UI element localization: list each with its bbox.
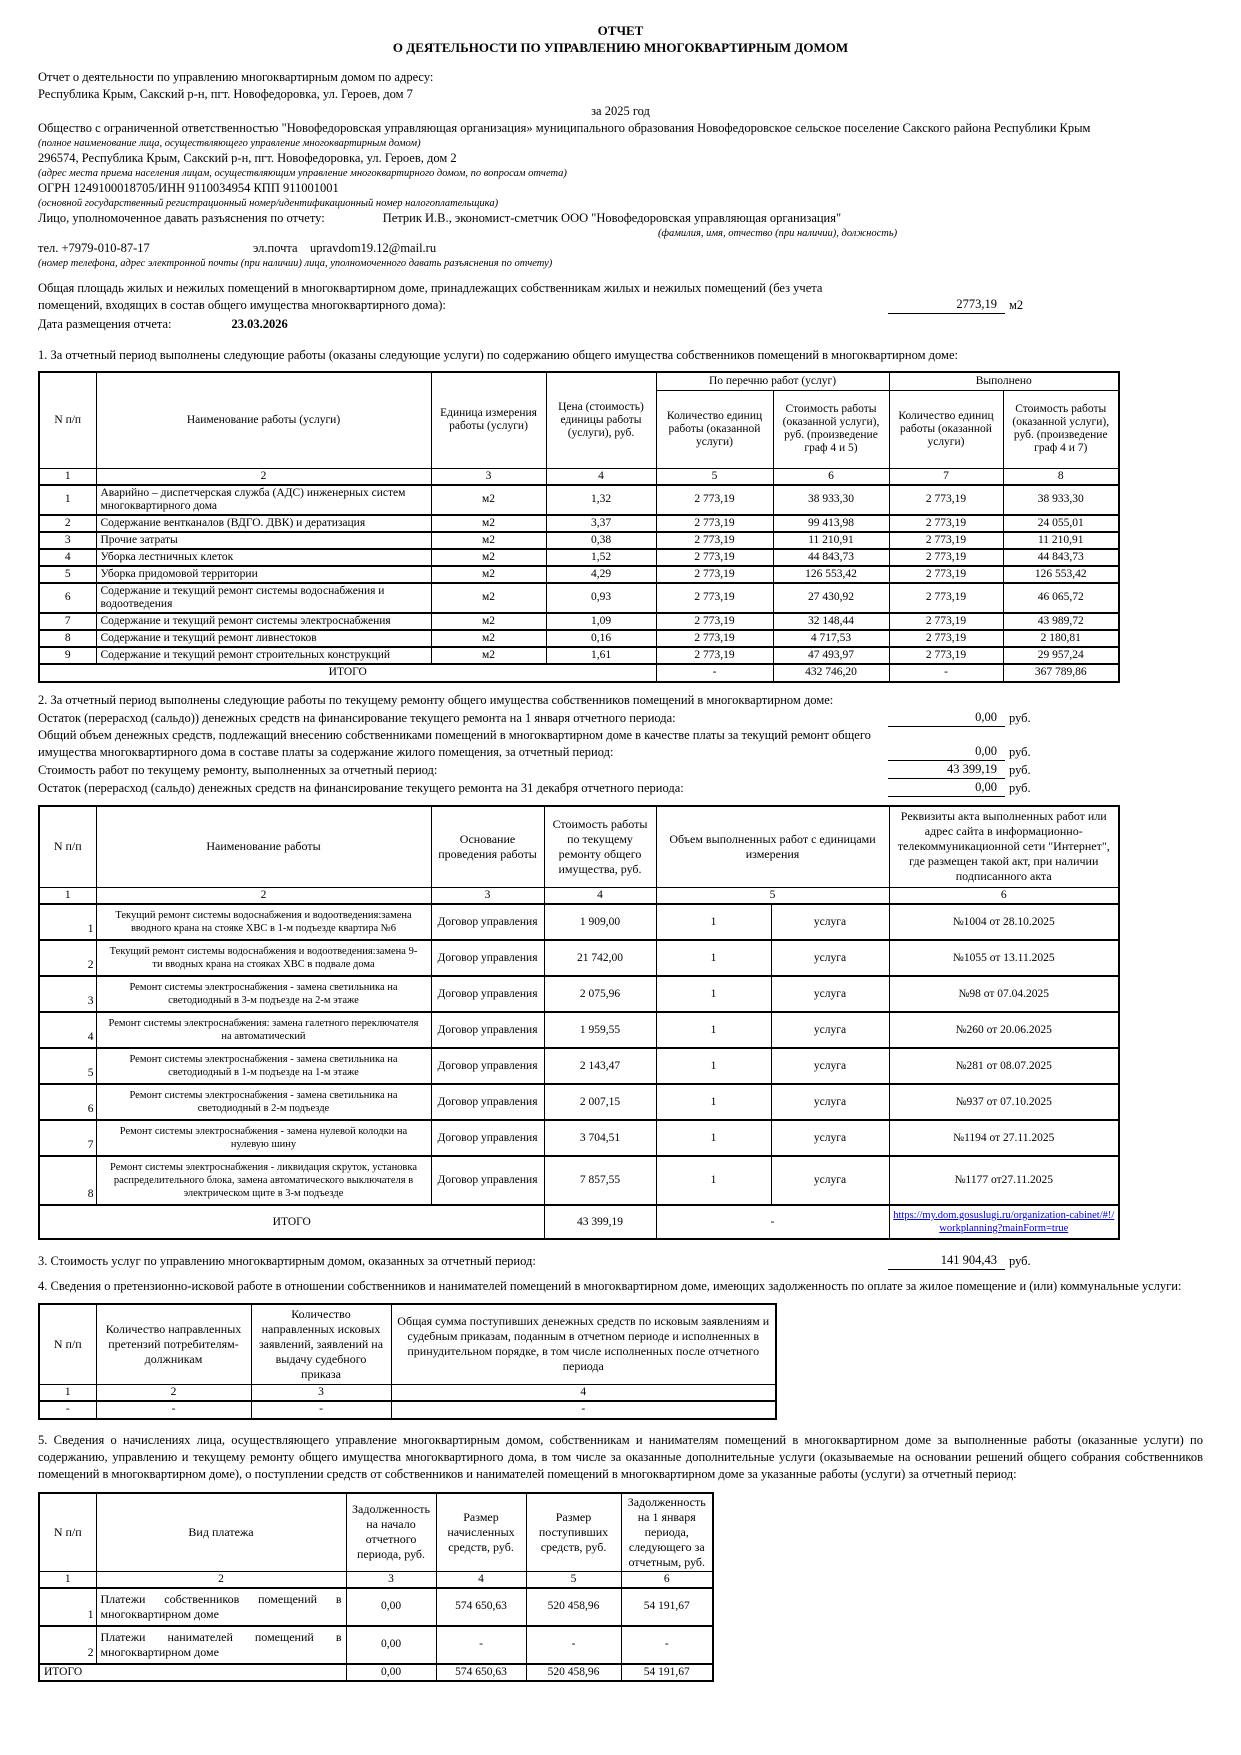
table-cell: 1 [39, 485, 96, 515]
total-area-label: Общая площадь жилых и нежилых помещений в многоквартирном доме, принадлежащих собственникам жилых и нежилых помещений (без учета помещений, входящих в состав общего имущества многоквартирного дома): [38, 281, 823, 312]
table-cell: Прочие затраты [96, 532, 431, 549]
col-header-npp: N п/п [39, 1304, 96, 1384]
table-cell: услуга [771, 1084, 889, 1120]
report-title-line1: ОТЧЕТ [597, 23, 644, 38]
col-number: 6 [889, 888, 1119, 905]
report-date-line [38, 316, 1203, 333]
table-cell: 8 [39, 1156, 96, 1205]
line-label: Остаток (перерасход (сальдо)) денежных средств на финансирование текущего ремонта на 1 января отчетного периода: [38, 710, 676, 725]
group-header-listed: По перечню работ (услуг) [656, 372, 889, 390]
table-row [39, 515, 1119, 532]
table-cell: 1 [656, 940, 771, 976]
col-number: 2 [96, 888, 431, 905]
section2-line-balance-start [38, 709, 1203, 727]
table-cell: Договор управления [431, 1156, 544, 1205]
table-cell: 2 773,19 [656, 549, 773, 566]
table-cell: 11 210,91 [1003, 532, 1119, 549]
col-header-lawsuits: Количество направленных исковых заявлений, заявлений на выдачу судебного приказа [251, 1304, 391, 1384]
table-cell: м2 [431, 485, 546, 515]
works-table [38, 371, 1120, 683]
total-cell: - [656, 664, 773, 682]
table-cell: Договор управления [431, 1120, 544, 1156]
repairs-table [38, 805, 1120, 1241]
col-number: 3 [431, 888, 544, 905]
table-cell: 32 148,44 [773, 613, 889, 630]
table-row [39, 1012, 1119, 1048]
col-number: 7 [889, 468, 1003, 485]
table-cell: 54 191,67 [621, 1588, 713, 1626]
table-cell: услуга [771, 1120, 889, 1156]
total-cell: - [889, 664, 1003, 682]
table-cell: - [96, 1401, 251, 1419]
section2-line-total-due [38, 727, 1203, 761]
total-debt-start: 0,00 [346, 1664, 436, 1681]
table-cell: Ремонт системы электроснабжения: замена галетного переключателя на автоматический [96, 1012, 431, 1048]
col-header-debt-end: Задолженность на 1 января периода, следующего за отчетным, руб. [621, 1493, 713, 1572]
table-cell: 1,32 [546, 485, 656, 515]
table-cell: Договор управления [431, 976, 544, 1012]
line-label: Стоимость работ по текущему ремонту, выполненных за отчетный период: [38, 762, 438, 777]
line-label: Остаток (перерасход (сальдо) денежных средств на финансирование текущего ремонта на 31 декабря отчетного периода: [38, 780, 684, 795]
col-header-qty-plan: Количество единиц работы (оказанной услуги) [656, 390, 773, 468]
table-cell: Содержание и текущий ремонт строительных конструкций [96, 647, 431, 664]
table-cell: 47 493,97 [773, 647, 889, 664]
table-cell: 4,29 [546, 566, 656, 583]
table-cell: 8 [39, 630, 96, 647]
col-number: 2 [96, 1384, 251, 1401]
table-row [39, 1588, 713, 1626]
table-cell: 44 843,73 [1003, 549, 1119, 566]
table-cell: 38 933,30 [773, 485, 889, 515]
table-cell: 2 075,96 [544, 976, 656, 1012]
section4-text: 4. Сведения о претензионно-исковой работе в отношении собственников и нанимателей помещений в многоквартирном доме, имеющих задолженность по оплате за жилое помещение и (или) коммунальные услуги: [38, 1279, 1182, 1293]
total-label: ИТОГО [39, 664, 656, 682]
table-cell: м2 [431, 532, 546, 549]
table-cell: м2 [431, 647, 546, 664]
act-link-cell [889, 1205, 1119, 1239]
table-cell: 4 [39, 1012, 96, 1048]
col-header-npp: N п/п [39, 1493, 96, 1572]
col-number: 1 [39, 888, 96, 905]
table-cell: 24 055,01 [1003, 515, 1119, 532]
table-cell: Договор управления [431, 940, 544, 976]
table-cell: м2 [431, 613, 546, 630]
table-cell: 1 [39, 1588, 96, 1626]
table-cell: Платежи собственников помещений в многоквартирном доме [96, 1588, 346, 1626]
table-cell: 0,00 [346, 1626, 436, 1664]
table-row [39, 1084, 1119, 1120]
col-number: 4 [391, 1384, 776, 1401]
line-value: 43 399,19 [888, 761, 1005, 779]
table-cell: - [526, 1626, 621, 1664]
table-cell: 2 773,19 [656, 630, 773, 647]
table-cell: 1,52 [546, 549, 656, 566]
col-number: 4 [436, 1571, 526, 1588]
table-cell: 6 [39, 583, 96, 613]
table-cell: 29 957,24 [1003, 647, 1119, 664]
table-cell: 574 650,63 [436, 1588, 526, 1626]
col-header-accrued: Размер начисленных средств, руб. [436, 1493, 526, 1572]
table-cell: услуга [771, 940, 889, 976]
table-row [39, 532, 1119, 549]
col-header-claims: Количество направленных претензий потребителям-должникам [96, 1304, 251, 1384]
table-cell: 7 [39, 613, 96, 630]
total-volume: - [656, 1205, 889, 1239]
email-address: upravdom19.12@mail.ru [310, 241, 437, 255]
table-row [39, 1156, 1119, 1205]
table-cell: 2 773,19 [889, 613, 1003, 630]
section3-unit: руб. [1009, 1254, 1031, 1268]
reception-address: 296574, Республика Крым, Сакский р-н, пгт. Новофедоровка, ул. Героев, дом 2 [38, 151, 457, 165]
table-cell: 5 [39, 1048, 96, 1084]
col-header-name: Наименование работы [96, 806, 431, 888]
total-debt-end: 54 191,67 [621, 1664, 713, 1681]
section2-line-works-cost [38, 761, 1203, 779]
table-cell: 7 [39, 1120, 96, 1156]
table-cell: 99 413,98 [773, 515, 889, 532]
col-header-name: Наименование работы (услуги) [96, 372, 431, 468]
table-cell: 21 742,00 [544, 940, 656, 976]
table-cell: №1194 от 27.11.2025 [889, 1120, 1119, 1156]
col-number: 4 [546, 468, 656, 485]
col-header-basis: Основание проведения работы [431, 806, 544, 888]
org-name-note: (полное наименование лица, осуществляющего управление многоквартирным домом) [38, 138, 421, 149]
line-value: 0,00 [888, 743, 1005, 761]
ogrn-line: ОГРН 1249100018705/ИНН 9110034954 КПП 911001001 [38, 181, 339, 195]
line-label: Общий объем денежных средств, подлежащий внесению собственниками помещений в многоквартирном доме в качестве платы за текущий ремонт общего имущества многоквартирного дома в составе платы за содержание жилого помещения, за отчетный период: [38, 727, 871, 759]
col-header-volume: Объем выполненных работ с единицами измерения [656, 806, 889, 888]
table-cell: Платежи нанимателей помещений в многоквартирном доме [96, 1626, 346, 1664]
line-value: 0,00 [888, 779, 1005, 797]
table-cell: 1,09 [546, 613, 656, 630]
table-cell: 1 [656, 1084, 771, 1120]
reception-address-note: (адрес места приема населения лицам, осуществляющим управление многоквартирного домом, по вопросам отчета) [38, 168, 567, 179]
table-row [39, 1048, 1119, 1084]
table-cell: - [436, 1626, 526, 1664]
table-cell: 2 180,81 [1003, 630, 1119, 647]
total-cell: 432 746,20 [773, 664, 889, 682]
table-cell: №1055 от 13.11.2025 [889, 940, 1119, 976]
table-row [39, 1401, 776, 1419]
table-cell: 1 [656, 1120, 771, 1156]
ogrn-note: (основной государственный регистрационный номер/идентификационный номер налогоплательщика) [38, 198, 499, 209]
table-cell: 520 458,96 [526, 1588, 621, 1626]
table-cell: 9 [39, 647, 96, 664]
table-cell: 0,38 [546, 532, 656, 549]
table-cell: 38 933,30 [1003, 485, 1119, 515]
table-cell: 4 717,53 [773, 630, 889, 647]
section2-title: 2. За отчетный период выполнены следующие работы по текущему ремонту общего имущества собственников помещений в многоквартирном доме: [38, 692, 834, 707]
col-header-unit: Единица измерения работы (услуги) [431, 372, 546, 468]
table-cell: услуга [771, 1156, 889, 1205]
col-number: 8 [1003, 468, 1119, 485]
totals-row [39, 664, 1119, 682]
table-cell: Текущий ремонт системы водоснабжения и водоотведения:замена вводного крана на стояке ХВС в 1-м подъезде квартира №6 [96, 904, 431, 940]
table-cell: №937 от 07.10.2025 [889, 1084, 1119, 1120]
table-cell: 3 704,51 [544, 1120, 656, 1156]
column-numbers-row [39, 1384, 776, 1401]
table-cell: 1 [39, 904, 96, 940]
totals-row [39, 1205, 1119, 1239]
table-cell: 1,61 [546, 647, 656, 664]
col-number: 3 [346, 1571, 436, 1588]
table-cell: 7 857,55 [544, 1156, 656, 1205]
table-cell: Уборка придомовой территории [96, 566, 431, 583]
section3-line [38, 1252, 1203, 1270]
col-header-debt-start: Задолженность на начало отчетного периода, руб. [346, 1493, 436, 1572]
phone-label: тел. [38, 241, 59, 255]
col-number: 5 [656, 888, 889, 905]
table-cell: 0,93 [546, 583, 656, 613]
report-title [38, 22, 1203, 56]
table-cell: Уборка лестничных клеток [96, 549, 431, 566]
col-header-cost-plan: Стоимость работы (оказанной услуги), руб. (произведение граф 4 и 5) [773, 390, 889, 468]
col-header-cost: Стоимость работы по текущему ремонту общего имущества, руб. [544, 806, 656, 888]
payments-table [38, 1492, 714, 1682]
table-row [39, 485, 1119, 515]
table-cell: Договор управления [431, 1084, 544, 1120]
col-number: 1 [39, 1384, 96, 1401]
table-cell: - [621, 1626, 713, 1664]
col-header-npp: N п/п [39, 806, 96, 888]
col-number: 3 [251, 1384, 391, 1401]
authorized-note: (фамилия, имя, отчество (при наличии), должность) [658, 228, 898, 239]
table-cell: Содержание и текущий ремонт системы водоснабжения и водоотведения [96, 583, 431, 613]
total-area-line [38, 280, 1203, 314]
table-row [39, 613, 1119, 630]
table-cell: Ремонт системы электроснабжения - замена нулевой колодки на нулевую шину [96, 1120, 431, 1156]
section3-label: 3. Стоимость услуг по управлению многоквартирным домом, оказанных за отчетный период: [38, 1254, 536, 1268]
total-cell: 367 789,86 [1003, 664, 1119, 682]
table-cell: - [251, 1401, 391, 1419]
section2 [38, 692, 1203, 797]
col-header-price: Цена (стоимость) единицы работы (услуги), руб. [546, 372, 656, 468]
table-cell: 2 773,19 [889, 485, 1003, 515]
table-cell: 27 430,92 [773, 583, 889, 613]
total-label: ИТОГО [39, 1205, 544, 1239]
col-number: 3 [431, 468, 546, 485]
table-row [39, 647, 1119, 664]
table-cell: 11 210,91 [773, 532, 889, 549]
table-cell: услуга [771, 1048, 889, 1084]
column-numbers-row [39, 888, 1119, 905]
table-row [39, 976, 1119, 1012]
total-accrued: 574 650,63 [436, 1664, 526, 1681]
col-header-received: Размер поступивших средств, руб. [526, 1493, 621, 1572]
table-row [39, 566, 1119, 583]
table-cell: Ремонт системы электроснабжения - замена светильника на светодиодный в 1-м подъезде на 1-м этаже [96, 1048, 431, 1084]
table-cell: 1 [656, 1012, 771, 1048]
col-number: 5 [656, 468, 773, 485]
table-cell: 5 [39, 566, 96, 583]
table-cell: 2 773,19 [889, 532, 1003, 549]
table-row [39, 549, 1119, 566]
col-number: 2 [96, 1571, 346, 1588]
table-cell: 2 007,15 [544, 1084, 656, 1120]
table-cell: 126 553,42 [1003, 566, 1119, 583]
table-cell: 126 553,42 [773, 566, 889, 583]
section1-title: 1. За отчетный период выполнены следующие работы (оказаны следующие услуги) по содержанию общего имущества собственников помещений в многоквартирном доме: [38, 348, 958, 362]
table-row [39, 1626, 713, 1664]
table-cell: 46 065,72 [1003, 583, 1119, 613]
claims-table [38, 1303, 777, 1420]
table-cell: 6 [39, 1084, 96, 1120]
table-cell: услуга [771, 976, 889, 1012]
section2-line-balance-end [38, 779, 1203, 797]
col-header-type: Вид платежа [96, 1493, 346, 1572]
table-cell: 2 773,19 [656, 583, 773, 613]
table-cell: Аварийно – диспетчерская служба (АДС) инженерных систем многоквартирного дома [96, 485, 431, 515]
col-header-qty-done: Количество единиц работы (оказанной услуги) [889, 390, 1003, 468]
table-cell: №260 от 20.06.2025 [889, 1012, 1119, 1048]
col-header-act: Реквизиты акта выполненных работ или адрес сайта в информационно-телекоммуникационной сети "Интернет", где размещен такой акт, при наличии подписанного акта [889, 806, 1119, 888]
column-numbers-row [39, 1571, 713, 1588]
group-header-done: Выполнено [889, 372, 1119, 390]
total-area-unit: м2 [1009, 298, 1024, 312]
total-label: ИТОГО [39, 1664, 346, 1681]
table-cell: 2 773,19 [889, 549, 1003, 566]
report-date-value: 23.03.2026 [231, 317, 288, 331]
table-cell: Договор управления [431, 1012, 544, 1048]
table-cell: 2 773,19 [656, 515, 773, 532]
org-name: Общество с ограниченной ответственностью "Новофедоровская управляющая организация» муниципального образования Новофедоровское сельское поселение Сакского района Республики Крым [38, 121, 1091, 135]
report-title-line2: О ДЕЯТЕЛЬНОСТИ ПО УПРАВЛЕНИЮ МНОГОКВАРТИРНЫМ ДОМОМ [392, 40, 849, 55]
total-received: 520 458,96 [526, 1664, 621, 1681]
table-cell: №98 от 07.04.2025 [889, 976, 1119, 1012]
table-cell: 1 [656, 1156, 771, 1205]
table-row [39, 940, 1119, 976]
act-site-link[interactable]: https://my.dom.gosuslugi.ru/organization-cabinet/#!/workplanning?mainForm=true [893, 1210, 1115, 1234]
table-cell: 1 959,55 [544, 1012, 656, 1048]
table-cell: 2 [39, 515, 96, 532]
table-cell: 3,37 [546, 515, 656, 532]
table-cell: 2 773,19 [656, 566, 773, 583]
line-unit: руб. [1009, 710, 1031, 725]
contact-line [38, 240, 1203, 257]
table-cell: 2 773,19 [656, 532, 773, 549]
report-intro: Отчет о деятельности по управлению многоквартирным домом по адресу: [38, 70, 434, 84]
column-numbers-row [39, 468, 1119, 485]
table-cell: 0,16 [546, 630, 656, 647]
phone-number: +7979-010-87-17 [61, 241, 150, 255]
email-label: эл.почта [253, 241, 298, 255]
col-number: 1 [39, 1571, 96, 1588]
table-cell: 2 773,19 [889, 566, 1003, 583]
report-period: за 2025 год [591, 104, 650, 118]
col-header-cost-done: Стоимость работы (оказанной услуги), руб. (произведение граф 4 и 7) [1003, 390, 1119, 468]
table-cell: м2 [431, 549, 546, 566]
table-cell: 2 773,19 [656, 647, 773, 664]
table-row [39, 630, 1119, 647]
phone-wrap [38, 240, 253, 257]
table-row [39, 904, 1119, 940]
table-cell: 1 [656, 904, 771, 940]
table-cell: 1 [656, 976, 771, 1012]
table-cell: услуга [771, 904, 889, 940]
table-cell: 2 773,19 [656, 485, 773, 515]
table-cell: 1 909,00 [544, 904, 656, 940]
table-cell: - [391, 1401, 776, 1419]
line-value: 0,00 [888, 709, 1005, 727]
totals-row [39, 1664, 713, 1681]
house-address: Республика Крым, Сакский р-н, пгт. Новофедоровка, ул. Героев, дом 7 [38, 87, 413, 101]
authorized-line [38, 210, 1203, 227]
authorized-label: Лицо, уполномоченное давать разъяснения по отчету: [38, 211, 325, 225]
authorized-person: Петрик И.В., экономист-сметчик ООО "Новофедоровская управляющая организация" [382, 211, 842, 225]
table-cell: Договор управления [431, 1048, 544, 1084]
table-cell: 2 [39, 940, 96, 976]
table-cell: №281 от 08.07.2025 [889, 1048, 1119, 1084]
contact-note: (номер телефона, адрес электронной почты (при наличии) лица, уполномоченного давать разъяснения по отчету) [38, 258, 553, 269]
table-cell: Ремонт системы электроснабжения - ликвидация скруток, установка распределительного блока, замена автоматического выключателя в электрическом щите в 3-м подъезде [96, 1156, 431, 1205]
total-area-value: 2773,19 [888, 296, 1005, 314]
table-cell: 2 [39, 1626, 96, 1664]
col-number: 4 [544, 888, 656, 905]
table-cell: Содержание и текущий ремонт ливнестоков [96, 630, 431, 647]
table-cell: Текущий ремонт системы водоснабжения и водоотведения:замена 9-ти вводных крана на стояках ХВС в подвале дома [96, 940, 431, 976]
table-cell: №1177 от27.11.2025 [889, 1156, 1119, 1205]
section5-text: 5. Сведения о начислениях лица, осуществляющего управление многоквартирным домом, собственникам и нанимателям помещений в многоквартирном доме за выполненные работы (оказанные услуги) по содержанию, управлению и текущему ремонту общего имущества многоквартирного дома, в том числе за оказанные дополнительные услуги (оказываемые на основании решений общего собрания собственников помещений в многоквартирном доме), о поступлении средств от собственников и нанимателей помещений в многоквартирном доме за указанные работы (услуги) за отчетный период: [38, 1432, 1203, 1481]
table-cell: - [39, 1401, 96, 1419]
table-cell: 43 989,72 [1003, 613, 1119, 630]
section3-value: 141 904,43 [888, 1252, 1005, 1270]
table-cell: 2 773,19 [889, 583, 1003, 613]
table-cell: м2 [431, 515, 546, 532]
total-cost: 43 399,19 [544, 1205, 656, 1239]
table-cell: 2 773,19 [889, 647, 1003, 664]
table-cell: услуга [771, 1012, 889, 1048]
table-cell: м2 [431, 583, 546, 613]
table-cell: 2 773,19 [656, 613, 773, 630]
table-cell: 4 [39, 549, 96, 566]
line-unit: руб. [1009, 762, 1031, 777]
col-number: 1 [39, 468, 96, 485]
table-cell: 0,00 [346, 1588, 436, 1626]
table-cell: 3 [39, 976, 96, 1012]
table-cell: 44 843,73 [773, 549, 889, 566]
table-row [39, 1120, 1119, 1156]
col-number: 6 [621, 1571, 713, 1588]
table-cell: Ремонт системы электроснабжения - замена светильника на светодиодный в 3-м подъезде на 2-м этаже [96, 976, 431, 1012]
col-number: 2 [96, 468, 431, 485]
table-cell: Содержание и текущий ремонт системы электроснабжения [96, 613, 431, 630]
table-cell: м2 [431, 566, 546, 583]
line-unit: руб. [1009, 744, 1031, 759]
col-header-npp: N п/п [39, 372, 96, 468]
table-cell: Ремонт системы электроснабжения - замена светильника на светодиодный в 2-м подъезде [96, 1084, 431, 1120]
table-cell: Содержание вентканалов (ВДГО. ДВК) и дератизация [96, 515, 431, 532]
col-header-sum: Общая сумма поступивших денежных средств по исковым заявлениям и судебным приказам, поданным в отчетном периоде и исполненных в принудительном порядке, в том числе исполненных после отчетного периода [391, 1304, 776, 1384]
table-cell: м2 [431, 630, 546, 647]
report-date-label: Дата размещения отчета: [38, 317, 172, 331]
table-cell: №1004 от 28.10.2025 [889, 904, 1119, 940]
table-cell: Договор управления [431, 904, 544, 940]
col-number: 6 [773, 468, 889, 485]
table-cell: 2 143,47 [544, 1048, 656, 1084]
table-cell: 2 773,19 [889, 630, 1003, 647]
table-row [39, 583, 1119, 613]
col-number: 5 [526, 1571, 621, 1588]
table-cell: 1 [656, 1048, 771, 1084]
table-cell: 2 773,19 [889, 515, 1003, 532]
table-cell: 3 [39, 532, 96, 549]
line-unit: руб. [1009, 780, 1031, 795]
